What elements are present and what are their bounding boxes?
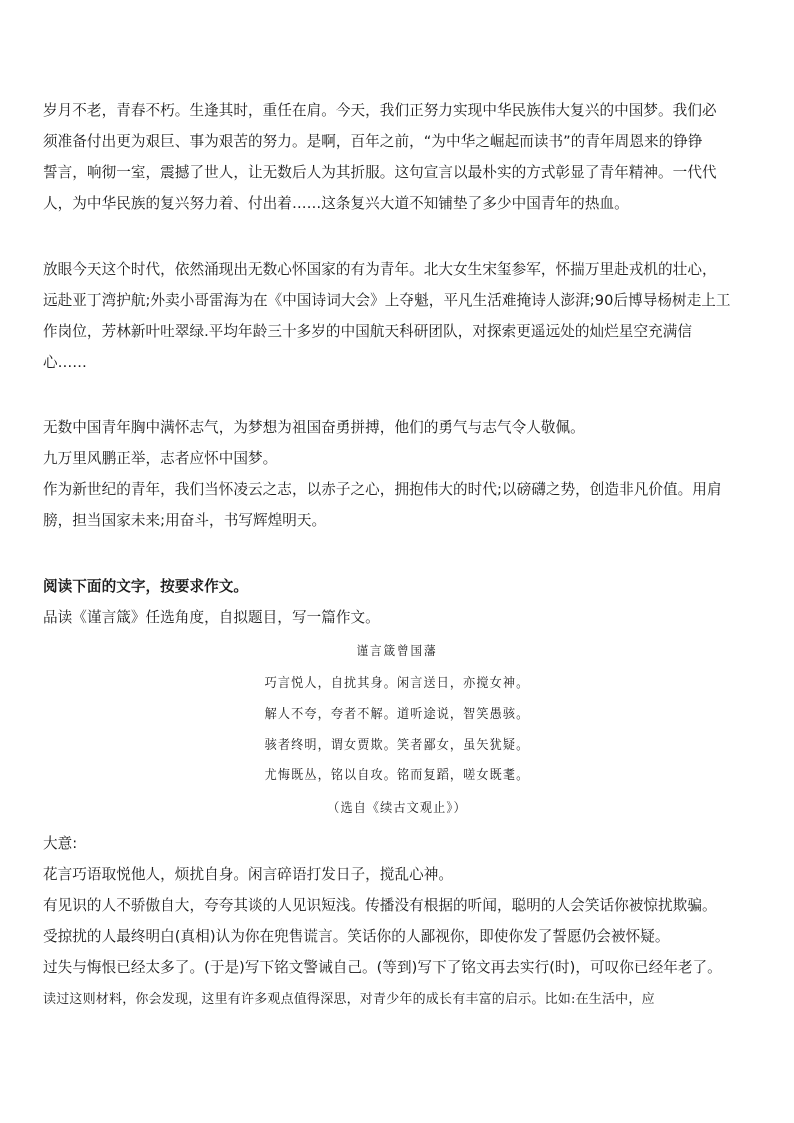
paragraph-line: 无数中国青年胸中满怀志气，为梦想为祖国奋勇拼搏，他们的勇气与志气令人敬佩。 xyxy=(43,419,585,436)
poem-source: （选自《续古文观止》） xyxy=(327,801,467,816)
paragraph-line: 作为新世纪的青年，我们当怀凌云之志，以赤子之心，拥抱伟大的时代;以磅礴之势，创造非凡价值。用肩 xyxy=(43,481,722,498)
paragraph-line: 心…… xyxy=(43,354,87,371)
paragraph-line: 岁月不老，青春不朽。生逢其时，重任在肩。今天，我们正努力实现中华民族伟大复兴的中国梦。我们必 xyxy=(43,102,717,119)
paragraph-line: 远赴亚丁湾护航;外卖小哥雷海为在《中国诗词大会》上夺魁，平凡生活难掩诗人澎湃;90后博导杨树走上工 xyxy=(43,292,731,309)
paragraph-line: 膀，担当国家未来;用奋斗，书写辉煌明天。 xyxy=(43,512,327,529)
meaning-line: 过失与悔恨已经太多了。(于是)写下铭文警诫自己。(等到)写下了铭文再去实行(时)，可叹你已经年老了。 xyxy=(43,959,722,976)
poem-line: 尤悔既丛，铭以自攻。铭而复蹈，嗟女既耄。 xyxy=(264,768,530,783)
paragraph-line: 须准备付出更为艰巨、事为艰苦的努力。是啊，百年之前，“为中华之崛起而读书”的青年周恩来的铮铮 xyxy=(43,133,703,150)
paragraph-line: 九万里风鹏正举，志者应怀中国梦。 xyxy=(43,450,278,467)
paragraph-line: 作岗位，芳林新叶吐翠绿.平均年龄三十多岁的中国航天科研团队，对探索更遥远处的灿烂星空充满信 xyxy=(43,323,693,340)
poem-line: 解人不夸，夸者不解。道听途说，智笑愚骇。 xyxy=(264,707,530,722)
paragraph-line: 放眼今天这个时代，依然涌现出无数心怀国家的有为青年。北大女生宋玺参军，怀揣万里赴戎机的壮心， xyxy=(43,261,717,278)
meaning-line: 花言巧语取悦他人，烦扰自身。闲言碎语打发日子，搅乱心神。 xyxy=(43,866,454,883)
poem-title: 谨言箴曾国藩 xyxy=(356,643,438,658)
task-heading: 阅读下面的文字，按要求作文。 xyxy=(43,578,249,595)
meaning-line: 受掠扰的人最终明白(真相)认为你在兜售谎言。笑话你的人鄙视你，即使你发了誓愿仍会被怀疑。 xyxy=(43,928,670,945)
meaning-label: 大意: xyxy=(43,835,78,852)
task-instruction: 品读《谨言箴》任选角度，自拟题目，写一篇作文。 xyxy=(43,609,380,626)
paragraph-line: 人，为中华民族的复兴努力着、付出着……这条复兴大道不知铺垫了多少中国青年的热血。 xyxy=(43,195,629,212)
meaning-line: 有见识的人不骄傲自大，夸夸其谈的人见识短浅。传播没有根据的听闻，聪明的人会笑话你被惊扰欺骗。 xyxy=(43,897,717,914)
closing-line: 读过这则材料，你会发现，这里有许多观点值得深思，对青少年的成长有丰富的启示。比如:在生活中，应 xyxy=(43,992,655,1007)
paragraph-line: 誓言，响彻一室，震撼了世人，让无数后人为其折服。这句宣言以最朴实的方式彰显了青年精神。一代代 xyxy=(43,164,717,181)
poem-line: 巧言悦人，自扰其身。闲言送日，亦搅女神。 xyxy=(264,676,530,691)
poem-line: 骇者终明，谓女贾欺。笑者鄙女，虽矢犹疑。 xyxy=(264,738,530,753)
